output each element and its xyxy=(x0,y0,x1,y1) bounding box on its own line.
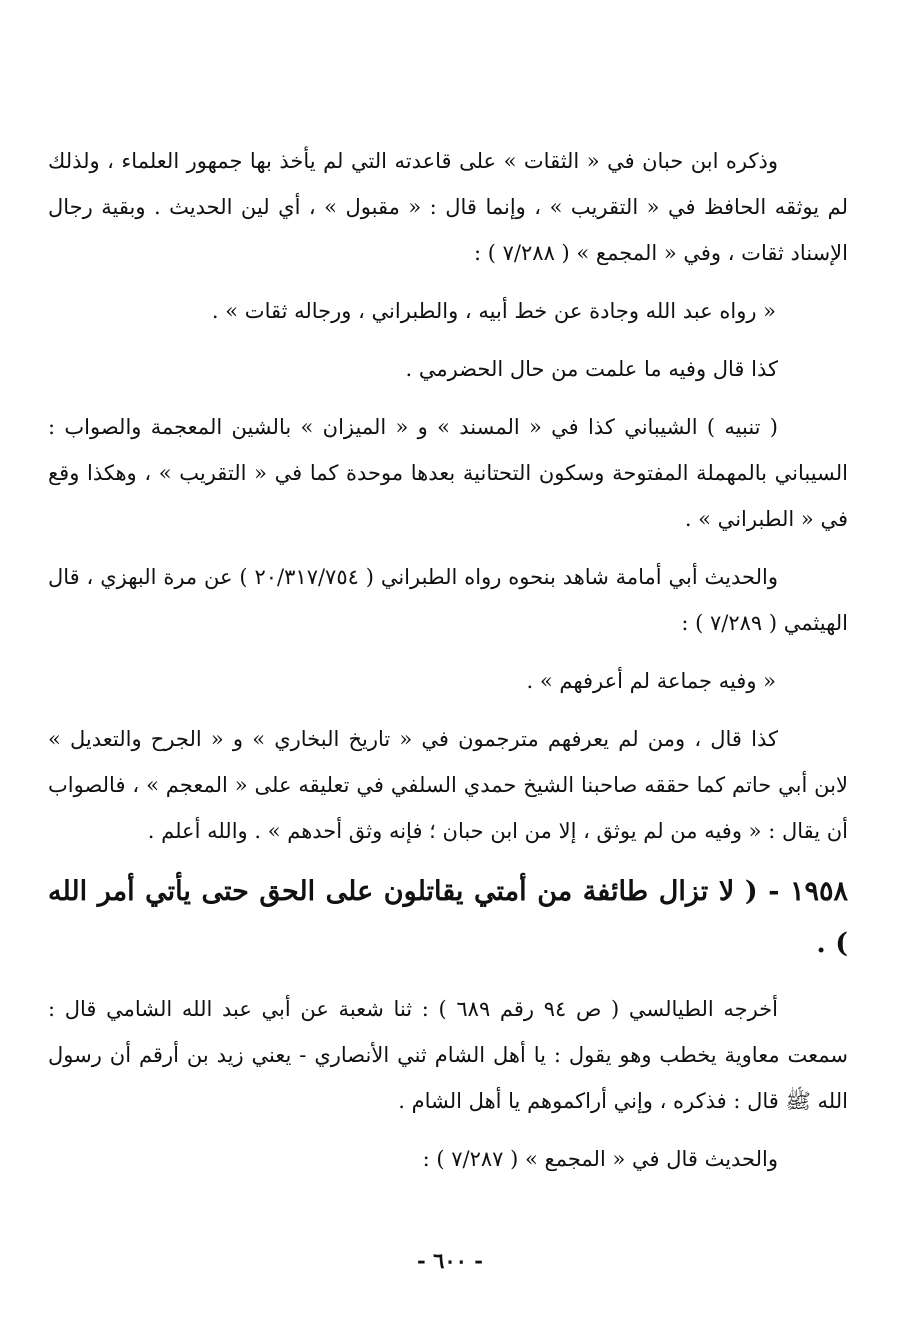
page-content xyxy=(48,138,848,1182)
quote-majma-1: « رواه عبد الله وجادة عن خط أبيه ، والطبراني ، ورجاله ثقات » . xyxy=(211,299,776,323)
paragraph-correction: كذا قال ، ومن لم يعرفهم مترجمون في « تاريخ البخاري » و « الجرح والتعديل » لابن أبي حاتم كما حققه صاحبنا الشيخ حمدي السلفي في تعليقه على « المعجم » ، فالصواب أن يقال : « وفيه من لم يوثق ، إلا من ابن حبان ؛ فإنه وثق أحدهم » . والله أعلم . xyxy=(48,727,848,843)
paragraph-ibn-hibban: وذكره ابن حبان في « الثقات » على قاعدته التي لم يأخذ بها جمهور العلماء ، ولذلك لم يوثقه الحافظ في « التقريب » ، وإنما قال : « مقبول » ، أي لين الحديث . وبقية رجال الإسناد ثقات ، وفي « المجمع » ( ٧/٢٨٨ ) : xyxy=(48,149,848,265)
paragraph-tayalisi: أخرجه الطيالسي ( ص ٩٤ رقم ٦٨٩ ) : ثنا شعبة عن أبي عبد الله الشامي قال : سمعت معاوية يخطب وهو يقول : يا أهل الشام ثني الأنصاري - يعني زيد بن أرقم أن رسول الله ﷺ قال : فذكره ، وإني أراكموهم يا أهل الشام . xyxy=(48,997,848,1113)
hadith-heading: ١٩٥٨ - ( لا تزال طائفة من أمتي يقاتلون على الحق حتى يأتي أمر الله ) . xyxy=(48,876,848,959)
page-number: - ٦٠٠ - xyxy=(417,1248,483,1273)
quote-haythami: « وفيه جماعة لم أعرفهم » . xyxy=(526,669,776,693)
paragraph-abu-umama: والحديث أبي أمامة شاهد بنحوه رواه الطبراني ( ٢٠/٣١٧/٧٥٤ ) عن مرة البهزي ، قال الهيثمي ( ٧/٢٨٩ ) : xyxy=(48,565,848,635)
paragraph-hadrami: كذا قال وفيه ما علمت من حال الحضرمي . xyxy=(405,357,778,381)
paragraph-majma-2: والحديث قال في « المجمع » ( ٧/٢٨٧ ) : xyxy=(422,1147,778,1171)
paragraph-tanbih: ( تنبيه ) الشيباني كذا في « المسند » و « الميزان » بالشين المعجمة والصواب : السيباني بالمهملة المفتوحة وسكون التحتانية بعدها موحدة كما في « التقريب » ، وهكذا وقع في « الطبراني » . xyxy=(48,415,848,531)
